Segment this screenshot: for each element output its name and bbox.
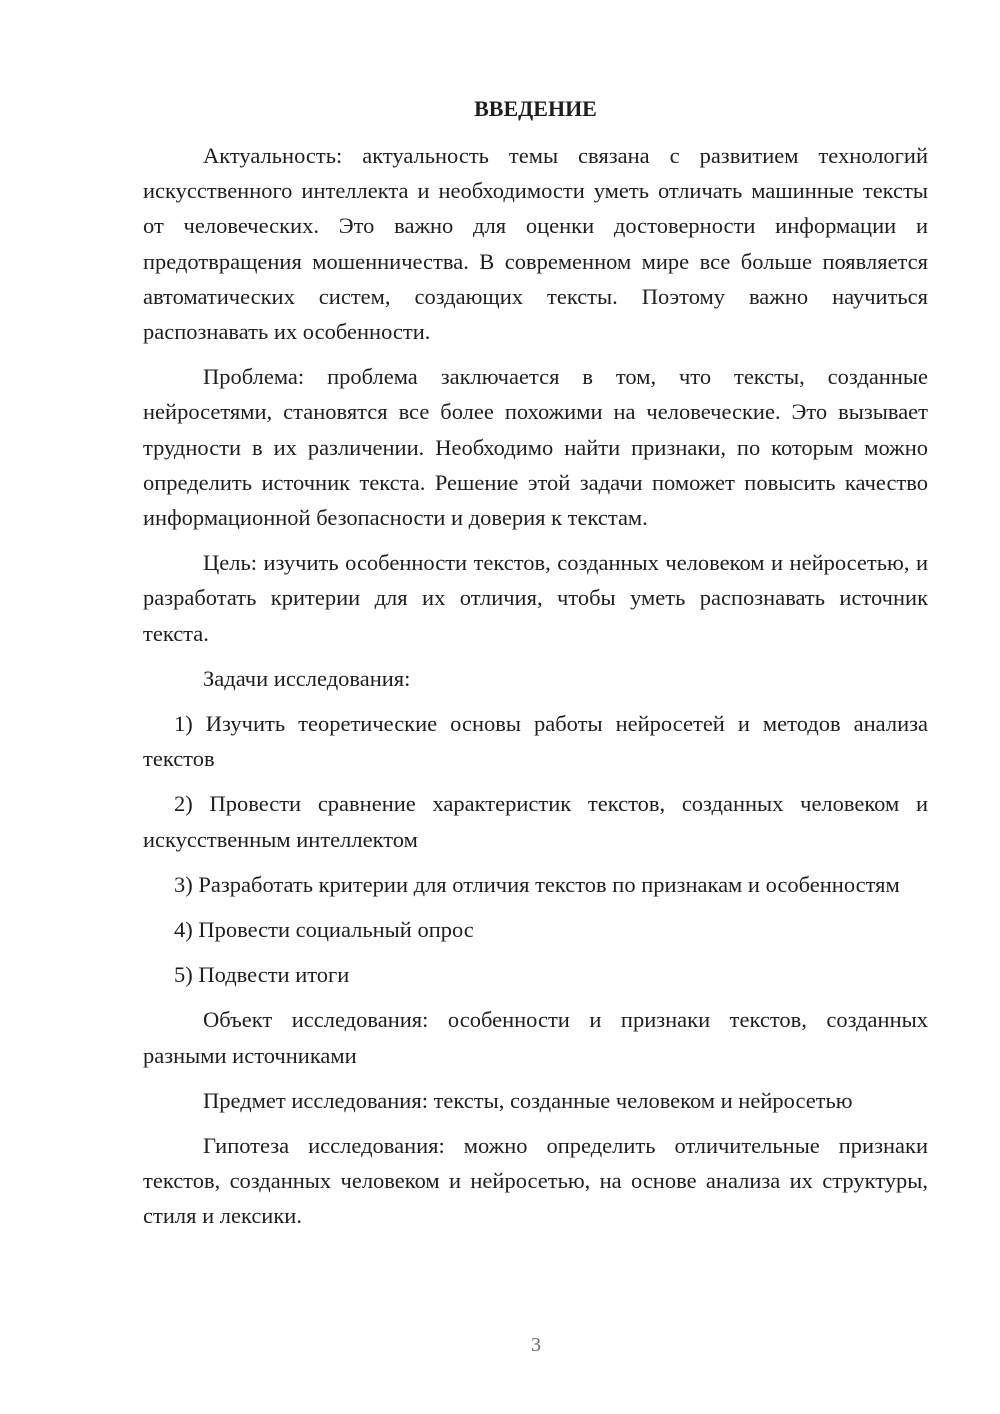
document-page [143, 92, 928, 1244]
paragraph-problem: Проблема: проблема заключается в том, что тексты, созданные нейросетями, становятся все более похожими на человеческие. Это вызывает трудности в их различении. Необходимо найти признаки, по которым можно определить источник текста. Решение этой задачи поможет повысить качество информационной безопасности и доверия к текстам. [143, 364, 928, 531]
paragraph-hypothesis: Гипотеза исследования: можно определить отличительные признаки текстов, созданных человеком и нейросетью, на основе анализа их структуры, стиля и лексики. [143, 1133, 928, 1229]
task-item-2: 2) Провести сравнение характеристик текстов, созданных человеком и искусственным интеллектом [143, 791, 928, 852]
section-title: ВВЕДЕНИЕ [474, 96, 597, 121]
paragraph-relevance: Актуальность: актуальность темы связана с развитием технологий искусственного интеллекта и необходимости уметь отличать машинные тексты от человеческих. Это важно для оценки достоверности информации и предотвращения мошенничества. В современном мире все больше появляется автоматических систем, создающих тексты. Поэтому важно научиться распознавать их особенности. [143, 143, 928, 345]
task-item-5: 5) Подвести итоги [174, 962, 350, 988]
task-item-3: 3) Разработать критерии для отличия текстов по признакам и особенностям [174, 871, 900, 897]
task-item-4: 4) Провести социальный опрос [174, 917, 474, 943]
tasks-heading: Задачи исследования: [203, 665, 411, 691]
paragraph-goal: Цель: изучить особенности текстов, созданных человеком и нейросетью, и разработать критерии для их отличия, чтобы уметь распознавать источник текста. [143, 550, 928, 646]
page-number: 3 [531, 1334, 541, 1356]
paragraph-subject: Предмет исследования: тексты, созданные человеком и нейросетью [203, 1087, 853, 1113]
task-item-1: 1) Изучить теоретические основы работы нейросетей и методов анализа текстов [143, 711, 928, 772]
paragraph-object: Объект исследования: особенности и признаки текстов, созданных разными источниками [143, 1007, 928, 1068]
